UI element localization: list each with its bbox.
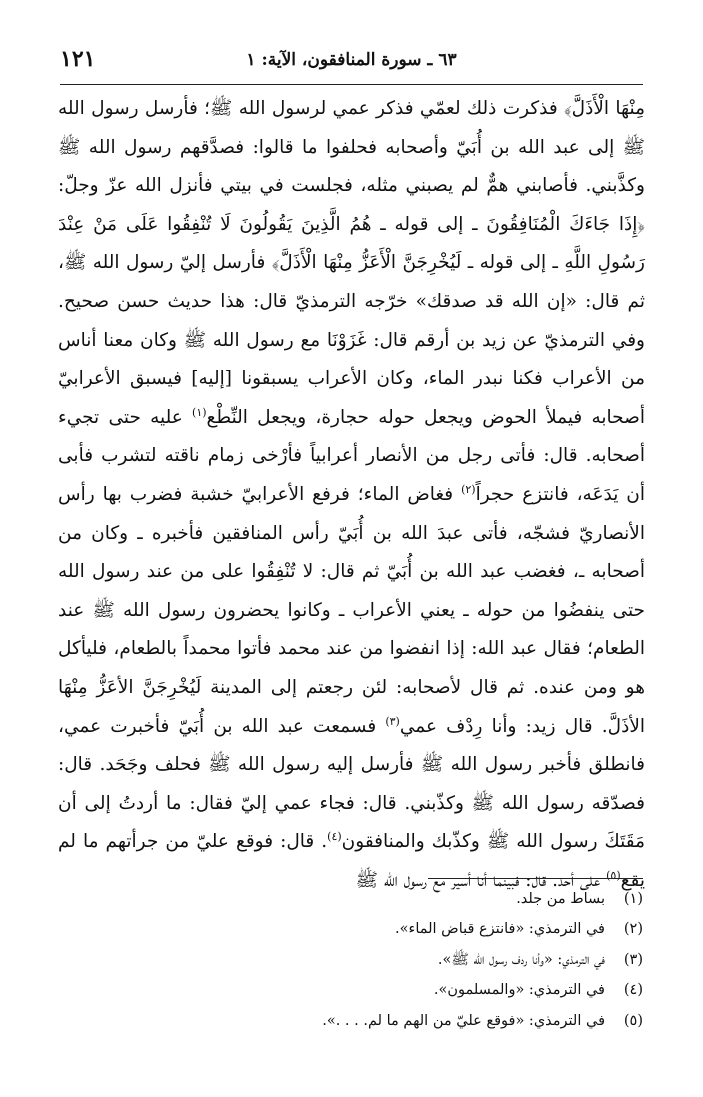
page-number: ١٢١ [60, 46, 96, 72]
footnote-text: في الترمذي: «فانتزع قباض الماء». [395, 921, 605, 938]
footnote-ref[interactable]: (٥) [606, 868, 621, 882]
text-segment: . قال: فوقع عليّ من جرأتهم ما لم يقع [58, 831, 645, 891]
footnote-item [60, 914, 643, 944]
footnote-item [60, 975, 643, 1005]
main-paragraph [58, 90, 645, 900]
main-text [58, 90, 645, 900]
footnote-text: في الترمذي: «وأنا ردف رسول الله ﷺ». [437, 951, 605, 968]
footnote-divider [428, 878, 643, 879]
footnote-item [60, 945, 643, 975]
text-segment: على أحد. قال: فبينما أنا أسير مع رسول الله ﷺ [355, 869, 607, 891]
text-segment: فسمعت عبد الله بن أُبَيّ فأخبرت عمي، فانطلق فأخبر رسول الله ﷺ فأرسل إليه رسول الله ﷺ فحلف وجَحَد. قال: فصدّقه رسول الله ﷺ وكذّبني. قال: فجاء عمي إليّ فقال: ما أردتُ إلى أن مَقَتَكَ رسول الله ﷺ وكذّبك والمنافقون [58, 715, 646, 853]
footnote-item [60, 1006, 643, 1036]
footnote-number: (٣) [623, 951, 643, 968]
footnote-ref[interactable]: (٣) [385, 714, 400, 728]
footnote-item [60, 884, 643, 914]
footnote-text: في الترمذي: «والمسلمون». [433, 982, 605, 999]
footnote-number: (٥) [623, 1012, 643, 1029]
footnotes-list [60, 884, 643, 1036]
footnote-text: بساط من جلد. [516, 891, 605, 907]
footnote-ref[interactable]: (١) [192, 405, 207, 419]
page-header [60, 44, 643, 85]
running-title: ٦٣ ـ سورة المنافقون، الآية: ١ [246, 50, 457, 70]
footnote-ref[interactable]: (٢) [461, 482, 476, 496]
text-segment: فغاض الماء؛ فرفع الأعرابيّ خشبة فضرب بها رأس الأنصاريّ فشجّه، فأتى عبدَ الله بن أُبَيّ رأس المنافقين فأخبره ـ وكان من أصحابه ـ، فغضب عبد الله بن أُبَيّ ثم قال: لا تُنْفِقُوا على من عند رسول الله حتى ينفضُوا من حوله ـ يعني الأعراب ـ وكانوا يحضرون رسول الله ﷺ عند الطعام؛ فقال عبد الله: إذا انفضوا من عند محمد فأتوا محمداً بالطعام، فليأكل هو ومن عنده. ثم قال لأصحابه: لئن رجعتم إلى المدينة لَيُخْرِجَنَّ الأعَزُّ مِنْهَا الأذَلَّ. قال زيد: وأنا رِدْف عمي [58, 483, 646, 737]
footnote-number: (٢) [623, 921, 643, 938]
footnote-ref[interactable]: (٤) [327, 830, 342, 844]
footnote-number: (٤) [623, 982, 643, 999]
text-segment: مِنْهَا الْأَذَلَّ﴾ فذكرت ذلك لعمّي فذكر عمي لرسول الله ﷺ؛ فأرسل رسول الله ﷺ إلى عبد الله بن أُبَيّ وأصحابه فحلفوا ما قالوا: فصدَّقهم رسول الله ﷺ وكذَّبني. فأصابني همٌّ لم يصبني مثله، فجلست في بيتي فأنزل الله عزّ وجلّ: ﴿إِذَا جَاءَكَ الْمُنَافِقُونَ ـ إلى قوله ـ هُمُ الَّذِينَ يَقُولُونَ لَا تُنْفِقُوا عَلَى مَنْ عِنْدَ رَسُولِ اللَّهِ ـ إلى قوله ـ لَيُخْرِجَنَّ الْأَعَزُّ مِنْهَا الْأَذَلَّ﴾ فأرسل إليّ رسول الله ﷺ، ثم قال: «إن الله قد صدقك» خرّجه الترمذيّ قال: هذا حديث حسن صحيح. وفي الترمذيّ عن زيد بن أرقم قال: غَزَوْنَا مع رسول الله ﷺ وكان معنا أناس من الأعراب فكنا نبدر الماء، وكان الأعراب يسبقونا [إليه] فيسبق الأعرابيّ أصحابه فيملأ الحوض ويجعل حوله حجارة، ويجعل النِّطْع [58, 98, 645, 428]
footnote-text: في الترمذي: «فوقع عليّ من الهم ما لم. . . .». [322, 1012, 605, 1029]
text-segment: عليه حتى تجيء أصحابه. قال: فأتى رجل من الأنصار أعرابياً فأرْخى زمام ناقته لتشرب فأبى أن يَدَعَه، فانتزع حجراً [58, 406, 646, 505]
footnote-number: (١) [623, 891, 643, 907]
